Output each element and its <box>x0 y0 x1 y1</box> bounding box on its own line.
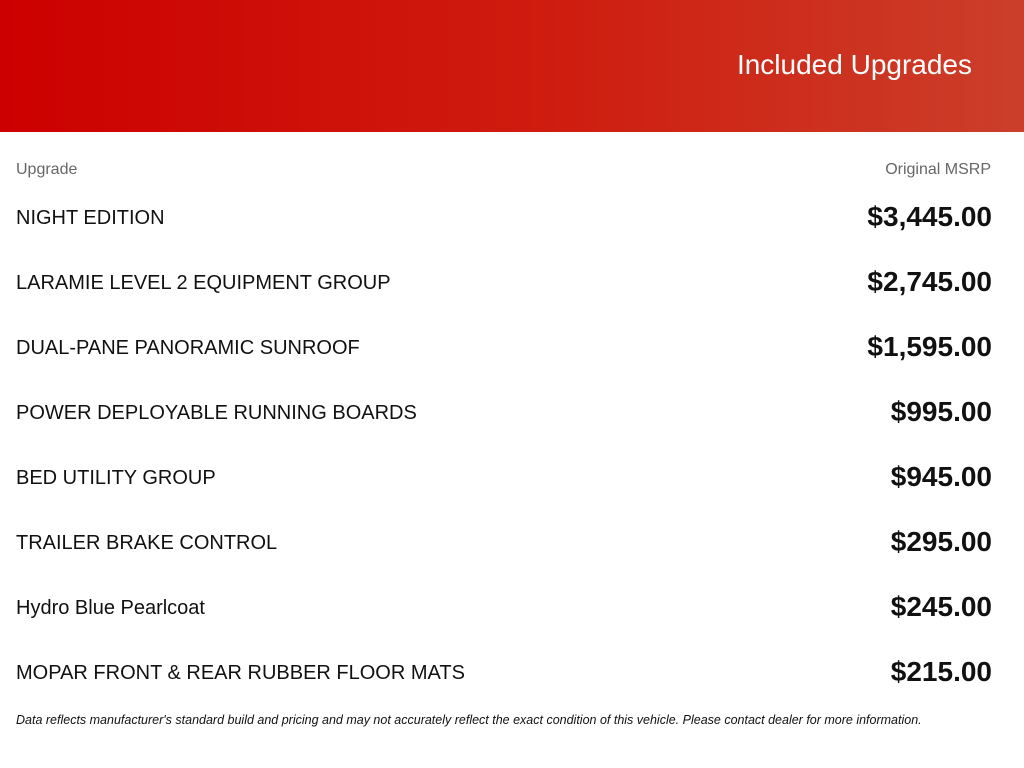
upgrade-price: $945.00 <box>890 461 992 492</box>
upgrade-name: DUAL-PANE PANORAMIC SUNROOF <box>16 337 360 359</box>
upgrade-name: POWER DEPLOYABLE RUNNING BOARDS <box>16 402 417 424</box>
upgrade-price: $3,445.00 <box>867 201 992 232</box>
upgrade-price: $2,745.00 <box>867 266 992 297</box>
header-banner <box>0 0 1024 132</box>
upgrade-name: MOPAR FRONT & REAR RUBBER FLOOR MATS <box>16 662 465 684</box>
upgrade-name: LARAMIE LEVEL 2 EQUIPMENT GROUP <box>16 272 391 294</box>
column-header-msrp: Original MSRP <box>885 161 991 178</box>
table-row <box>0 185 1024 250</box>
column-header-upgrade: Upgrade <box>16 161 78 178</box>
upgrade-price: $215.00 <box>890 656 992 687</box>
page-title: Included Upgrades <box>736 49 972 80</box>
upgrades-list <box>0 185 1024 705</box>
upgrade-price: $295.00 <box>890 526 992 557</box>
table-row <box>0 250 1024 315</box>
table-row <box>0 380 1024 445</box>
table-row <box>0 640 1024 705</box>
disclaimer-text: Data reflects manufacturer's standard build and pricing and may not accurately reflect the exact condition of this vehicle. Please contact dealer for more information. <box>16 713 922 727</box>
upgrade-name: TRAILER BRAKE CONTROL <box>16 532 278 554</box>
table-row <box>0 575 1024 640</box>
upgrade-price: $245.00 <box>890 591 992 622</box>
table-row <box>0 510 1024 575</box>
table-row <box>0 445 1024 510</box>
upgrade-price: $1,595.00 <box>867 331 992 362</box>
upgrade-name: BED UTILITY GROUP <box>16 467 216 489</box>
upgrade-price: $995.00 <box>890 396 992 427</box>
upgrade-name: NIGHT EDITION <box>16 207 165 229</box>
table-row <box>0 315 1024 380</box>
upgrade-name: Hydro Blue Pearlcoat <box>16 597 205 619</box>
